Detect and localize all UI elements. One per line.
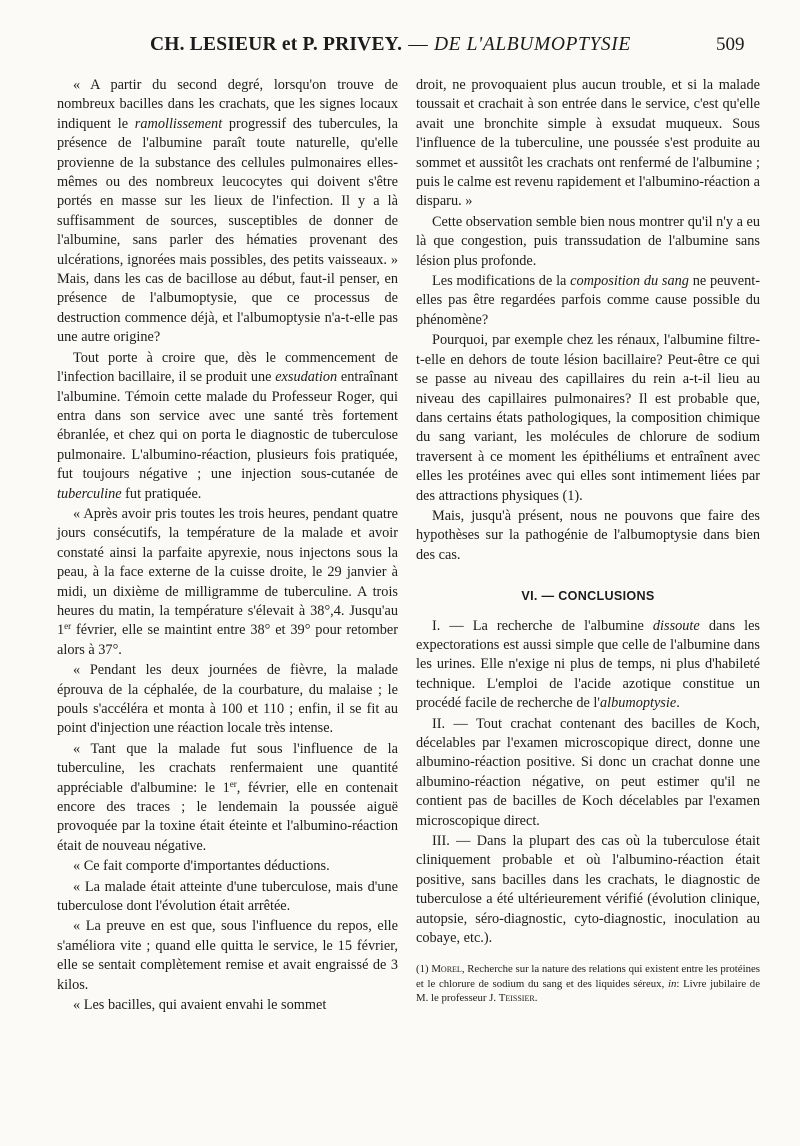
emphasis: exsudation bbox=[275, 369, 338, 386]
footnote: (1) Morel, Recherche sur la nature des relations qui existent entre les protéines et le chlorure de sodium du sang et des liquides séreux, in: Livre jubilaire de M. le professeur J. Teissier. bbox=[416, 963, 760, 1004]
running-title bbox=[150, 34, 631, 56]
emphasis: albumoptysie bbox=[599, 695, 677, 712]
emphasis: dissoute bbox=[652, 617, 700, 634]
paragraph: « Les bacilles, qui avaient envahi le sommet bbox=[73, 997, 327, 1014]
emphasis: ramollissement bbox=[134, 115, 223, 132]
emphasis: tuberculine bbox=[57, 485, 122, 502]
paragraph: Tout porte à croire que, dès le commencement de l'infection bacillaire, il se produit une exsudation entraînant l'albumine. Témoin cette malade du Professeur Roger, qui entra dans son service avec une santé très fortement ébranlée, et chez qui on porta le diagnostic de tuberculose pulmonaire. L'albumino-réaction, plusieurs fois pratiquée, fut toujours négative ; une injection sous-cutanée de tuberculine fut pratiquée. bbox=[57, 349, 399, 502]
left-column bbox=[57, 76, 398, 1016]
paragraph: « La preuve en est que, sous l'influence du repos, elle s'améliora vite ; quand elle quitta le service, le 15 février, elle se sentait complètement remise et avait engraissé de 3 kilos. bbox=[57, 918, 398, 993]
paragraph: « La malade était atteinte d'une tuberculose, mais d'une tuberculose dont l'évolution était arrêtée. bbox=[57, 878, 398, 915]
paragraph: « A partir du second degré, lorsqu'on trouve de nombreux bacilles dans les crachats, que les signes locaux indiquent le ramollissement progressif des tubercules, la présence de l'albumine paraît toute naturelle, qu'elle provienne de la substance des cellules pulmonaires elles-mêmes ou des nombreux leucocytes qui doivent s'être portés en masse sur les lieux de l'infection. Il y a là suffisamment de sources, susceptibles de donner de l'albumine, sans parler des hématies provenant des ulcérations, ignorées mais possibles, des petits vaisseaux. » Mais, dans les cas de bacillose au début, faut-il penser, en présence de l'albumoptysie, que ce processus de destruction commence déjà, et l'albumoptysie n'a-t-elle pas une autre origine? bbox=[57, 77, 398, 346]
conclusion-item: III. — Dans la plupart des cas où la tuberculose était cliniquement probable et où l'albumino-réaction était positive, sans bacilles dans les crachats, le diagnostic de tuberculose a été ultérieurement vérifié (évolution clinique, autopsie, séro-diagnostic, cyto-diagnostic, inoculation au cobaye, etc.). bbox=[416, 833, 760, 947]
page-number: 509 bbox=[716, 34, 745, 55]
paragraph-continued: droit, ne provoquaient plus aucun trouble, et si la malade toussait et crachait à son entrée dans le service, c'est qu'elle avait une bronchite simple à exsudat muqueux. Sous l'influence de la tuberculine, une poussée s'est produite au sommet et aussitôt les crachats ont renfermé de l'albumine ; puis le calme est revenu rapidement et l'albumino-réaction a disparu. » bbox=[416, 77, 760, 210]
section-heading: VI. — CONCLUSIONS bbox=[521, 589, 655, 604]
superscript: er bbox=[229, 778, 237, 789]
running-header bbox=[0, 34, 800, 74]
paragraph: « Après avoir pris toutes les trois heures, pendant quatre jours consécutifs, la température de la malade et avoir constaté ainsi la parfaite apyrexie, nous injectons sous la peau, à la face externe de la cuisse droite, le 29 janvier à midi, un dixième de milligramme de tuberculine. A trois heures du matin, la température s'élevait à 38°,4. Jusqu'au 1er février, elle se maintint entre 38° et 39° pour retomber alors à 37°. bbox=[57, 505, 398, 658]
running-title-authors: CH. LESIEUR et P. PRIVEY. bbox=[150, 34, 403, 55]
footnote-author: Morel bbox=[431, 963, 462, 976]
conclusion-item: II. — Tout crachat contenant des bacilles de Koch, décelables par l'examen microscopique direct, donne une albumino-réaction positive. Si donc un crachat donne une albumino-réaction négative, on peut estimer qu'il ne contient pas de bacilles de Koch décelables par l'examen microscopique direct. bbox=[416, 715, 760, 829]
paragraph: « Tant que la malade fut sous l'influence de la tuberculine, les crachats renfermaient une quantité appréciable d'albumine: le 1er, février, elle en contenait encore des traces ; le lendemain la poussée aiguë provoquée par la toxine était éteinte et l'albumino-réaction était de nouveau négative. bbox=[57, 740, 398, 854]
running-title-subject: DE L'ALBUMOPTYSIE bbox=[433, 34, 631, 55]
paragraph: « Ce fait comporte d'importantes déductions. bbox=[73, 858, 330, 875]
paragraph: Pourquoi, par exemple chez les rénaux, l'albumine filtre-t-elle en dehors de toute lésion bacillaire? Peut-être ce qui se passe au niveau des capillaires du rein a-t-il lieu au niveau des capillaires pulmonaires? Il est probable que, dans certains états pathologiques, la composition chimique du sang variant, les molécules de chlorure de sodium traversent à ce moment les épithéliums et entraînent avec elles les protéines avec qui elles sont intimement liées par des attractions physiques (1). bbox=[416, 332, 760, 504]
emphasis: composition du sang bbox=[570, 273, 689, 290]
paragraph: « Pendant les deux journées de fièvre, la malade éprouva de la céphalée, de la courbature, du malaise ; le pouls s'accéléra et monta à 100 et 110 ; enfin, il se fit au point d'injection une réaction locale très intense. bbox=[57, 662, 398, 737]
footnote-name: Teissier bbox=[498, 991, 535, 1004]
superscript: er bbox=[64, 621, 72, 632]
right-column bbox=[416, 76, 760, 1005]
paragraph: Les modifications de la composition du sang ne peuvent-elles pas être regardées parfois comme cause possible du phénomène? bbox=[416, 273, 760, 328]
paragraph: Cette observation semble bien nous montrer qu'il n'y a eu là que congestion, puis transsudation de l'albumine sans lésion plus profonde. bbox=[416, 213, 760, 269]
running-title-dash: — bbox=[408, 34, 428, 55]
paragraph: Mais, jusqu'à présent, nous ne pouvons que faire des hypothèses sur la pathogénie de l'albumoptysie dans bien des cas. bbox=[416, 507, 760, 563]
conclusion-item: I. — La recherche de l'albumine dissoute dans les expectorations est aussi simple que celle de l'albumine dans les urines. Elle n'exige ni plus de temps, ni plus d'habileté technique. L'emploi de l'acide azotique constitue un procédé facile de recherche de l'albumoptysie. bbox=[416, 617, 760, 712]
